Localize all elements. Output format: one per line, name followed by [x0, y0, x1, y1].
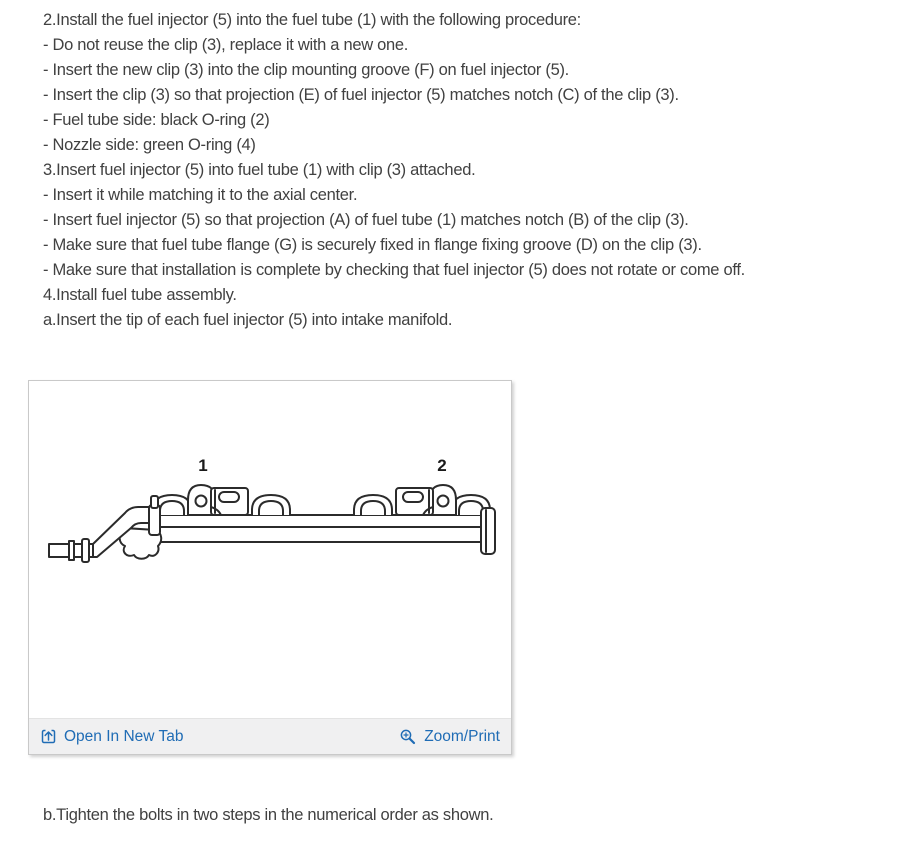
fuel-rail-body [153, 515, 483, 542]
mounting-bracket-2 [396, 485, 456, 515]
open-in-new-tab-link[interactable] [40, 728, 183, 746]
instruction-line: a.Insert the tip of each fuel injector (5) into intake manifold. [43, 311, 453, 329]
inlet-flange [149, 496, 160, 535]
zoom-print-link[interactable] [399, 728, 500, 746]
instruction-line: - Do not reuse the clip (3), replace it with a new one. [43, 36, 409, 54]
diagram-label-1: 1 [198, 456, 208, 475]
diagram-label-2: 2 [437, 456, 447, 475]
instruction-line: - Insert it while matching it to the axial center. [43, 186, 358, 204]
open-in-new-tab-icon [40, 728, 57, 745]
zoom-print-label: Zoom/Print [424, 727, 500, 745]
instruction-line: 4.Install fuel tube assembly. [43, 286, 237, 304]
instruction-line: - Insert the new clip (3) into the clip mounting groove (F) on fuel injector (5). [43, 61, 569, 79]
procedure-text-block [0, 0, 917, 333]
figure-toolbar [29, 718, 511, 754]
quick-connector [49, 539, 93, 562]
instruction-line: - Make sure that installation is complete by checking that fuel injector (5) does not rotate or come off. [43, 261, 745, 279]
instruction-line: 2.Install the fuel injector (5) into the fuel tube (1) with the following procedure: [43, 11, 581, 29]
rail-end-cap [481, 508, 495, 554]
open-in-new-tab-label: Open In New Tab [64, 727, 184, 745]
instruction-line: - Insert the clip (3) so that projection (E) of fuel injector (5) matches notch (C) of the clip (3). [43, 86, 679, 104]
instruction-line: - Fuel tube side: black O-ring (2) [43, 111, 270, 129]
instruction-line: - Insert fuel injector (5) so that projection (A) of fuel tube (1) matches notch (B) of the clip (3). [43, 211, 689, 229]
instruction-line: - Nozzle side: green O-ring (4) [43, 136, 256, 154]
fuel-rail-diagram [29, 381, 511, 718]
instruction-line: - Make sure that fuel tube flange (G) is securely fixed in flange fixing groove (D) on the clip (3). [43, 236, 702, 254]
figure-panel [28, 380, 512, 755]
closing-instruction-line: b.Tighten the bolts in two steps in the numerical order as shown. [43, 806, 494, 824]
figure-image-area [29, 381, 511, 718]
zoom-magnifier-plus-icon [399, 728, 417, 746]
instruction-line: 3.Insert fuel injector (5) into fuel tube (1) with clip (3) attached. [43, 161, 476, 179]
mounting-bracket-1 [188, 485, 248, 515]
